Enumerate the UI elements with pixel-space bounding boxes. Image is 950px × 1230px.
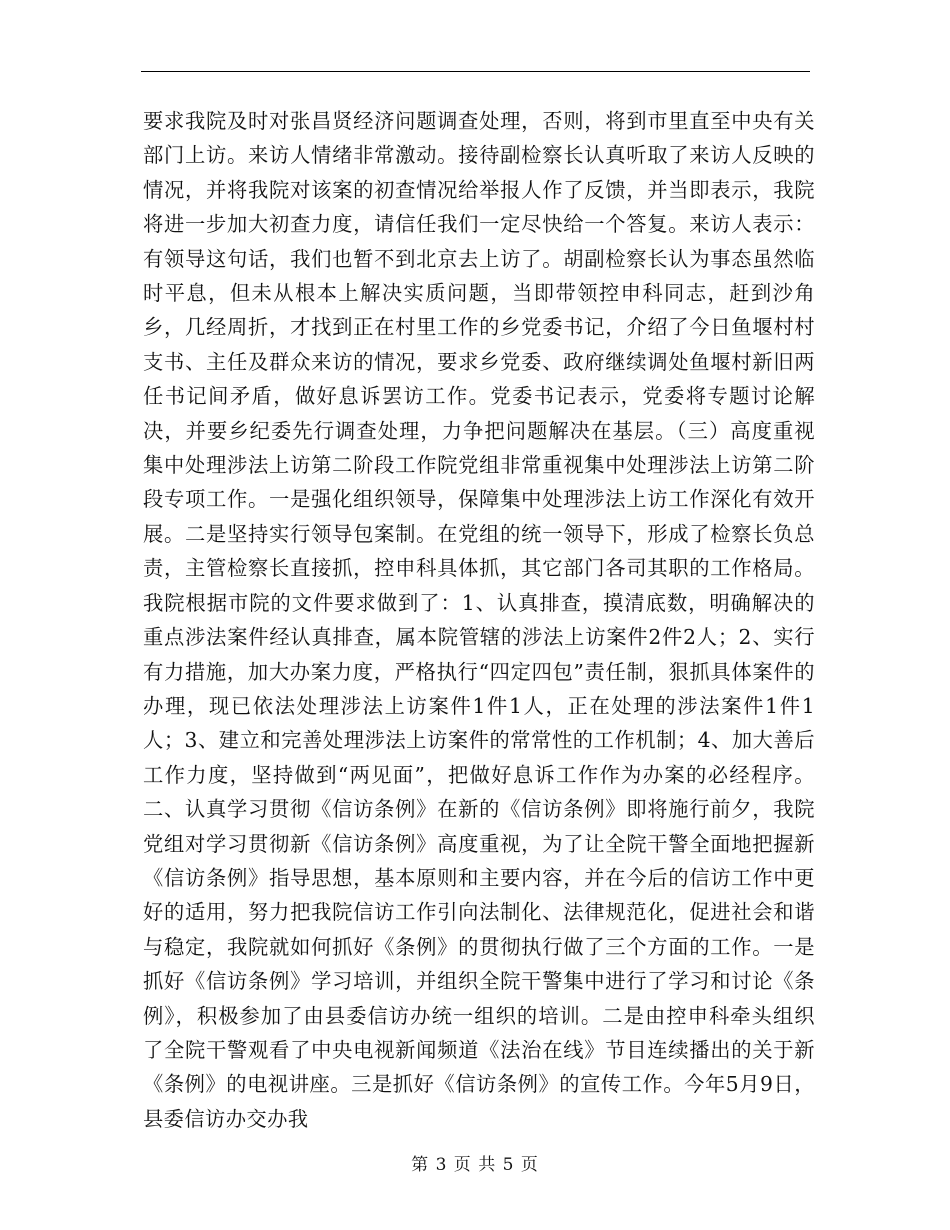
header-rule [141, 71, 810, 72]
page-number-footer: 第 3 页 共 5 页 [411, 1155, 539, 1175]
body-paragraph: 要求我院及时对张昌贤经济问题调查处理，否则，将到市里直至中央有关部门上访。来访人情绪非常激动。接待副检察长认真听取了来访人反映的情况，并将我院对该案的初查情况给举报人作了反馈，并当即表示，我院将进一步加大初查力度，请信任我们一定尽快给一个答复。来访人表示：有领导这句话，我们也暂不到北京去上访了。胡副检察长认为事态虽然临时平息，但未从根本上解决实质问题，当即带领控申科同志，赶到沙角乡，几经周折，才找到正在村里工作的乡党委书记，介绍了今日鱼堰村村支书、主任及群众来访的情况，要求乡党委、政府继续调处鱼堰村新旧两任书记间矛盾，做好息诉罢访工作。党委书记表示，党委将专题讨论解决，并要乡纪委先行调查处理，力争把问题解决在基层。（三）高度重视集中处理涉法上访第二阶段工作院党组非常重视集中处理涉法上访第二阶段专项工作。一是强化组织领导，保障集中处理涉法上访工作深化有效开展。二是坚持实行领导包案制。在党组的统一领导下，形成了检察长负总责，主管检察长直接抓，控申科具体抓，其它部门各司其职的工作格局。我院根据市院的文件要求做到了：1、认真排查，摸清底数，明确解决的重点涉法案件经认真排查，属本院管辖的涉法上访案件2件2人；2、实行有力措施，加大办案力度，严格执行“四定四包”责任制，狠抓具体案件的办理，现已依法处理涉法上访案件1件1人，正在处理的涉法案件1件1人；3、建立和完善处理涉法上访案件的常常性的工作机制；4、加大善后工作力度，坚持做到“两见面”，把做好息诉工作作为办案的必经程序。二、认真学习贯彻《信访条例》在新的《信访条例》即将施行前夕，我院党组对学习贯彻新《信访条例》高度重视，为了让全院干警全面地把握新《信访条例》指导思想，基本原则和主要内容，并在今后的信访工作中更好的适用，努力把我院信访工作引向法制化、法律规范化，促进社会和谐与稳定，我院就如何抓好《条例》的贯彻执行做了三个方面的工作。一是抓好《信访条例》学习培训，并组织全院干警集中进行了学习和讨论《条例》，积极参加了由县委信访办统一组织的培训。二是由控申科牵头组织了全院干警观看了中央电视新闻频道《法治在线》节目连续播出的关于新《条例》的电视讲座。三是抓好《信访条例》的宣传工作。今年5月9日，县委信访办交办我 [143, 109, 815, 1131]
